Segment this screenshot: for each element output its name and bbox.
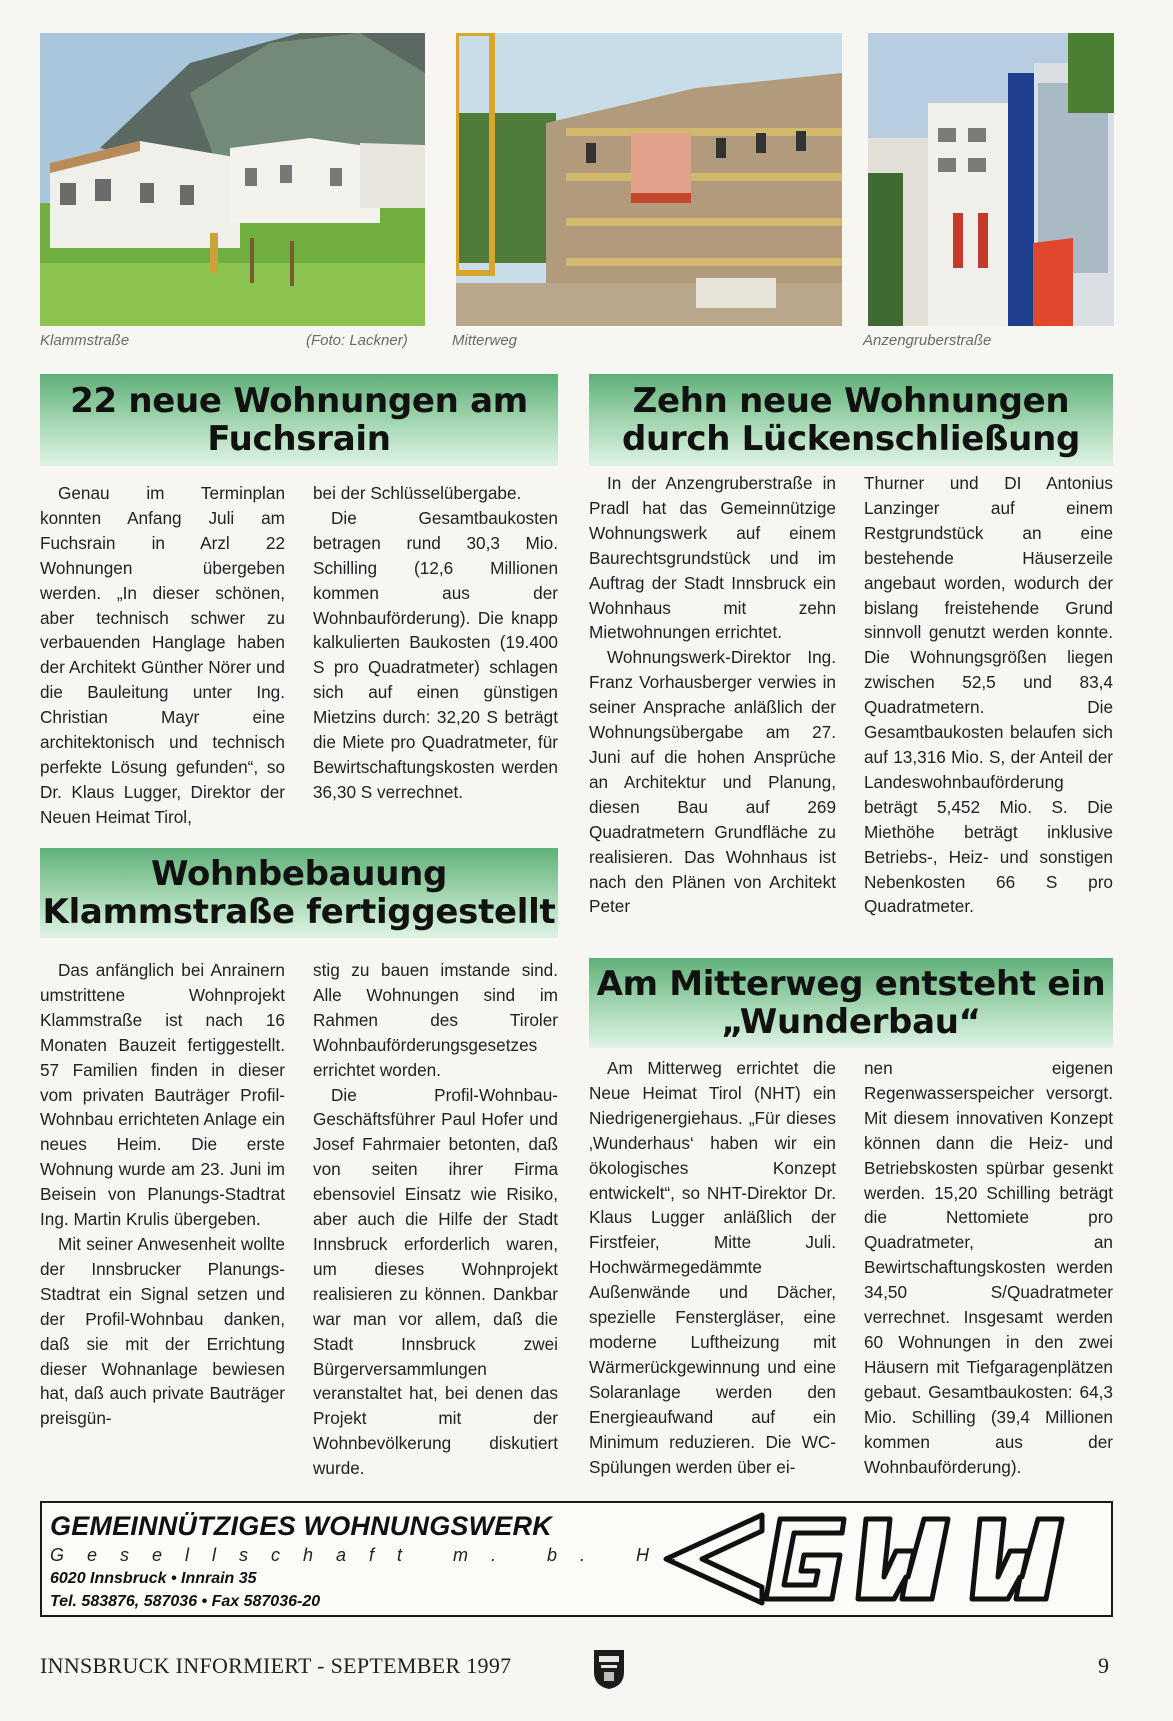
- article3-headline: [40, 848, 558, 938]
- article3-col2-paragraph: Die Profil-Wohnbau-Geschäftsführer Paul Hofer und Josef Fahrmaier betonten, daß von seiten ihrer Firma ebensoviel Einsatz wie Risiko, aber auch die Hilfe der Stadt Innsbruck erforderlich waren, um dieses Wohnprojekt realisieren zu können. Dankbar war man vor allem, daß die Stadt Innsbruck zwei Bürgerversammlungen veranstaltet hat, bei denen das Projekt mit der Wohnbevölkerung diskutiert wurde.: [313, 1084, 558, 1479]
- ad-address: 6020 Innsbruck • Innrain 35: [50, 1570, 257, 1587]
- article2-col1-paragraph: In der Anzengruberstraße in Pradl hat das Gemeinnützige Wohnungswerk auf einem Baurechtsgrundstück und im Auftrag der Stadt Innsbruck ein Wohnhaus mit zehn Mietwohnungen errichtet.: [589, 473, 836, 643]
- article4-title-line1: Am Mitterweg entsteht ein: [596, 963, 1106, 1004]
- article2-col1-paragraph: Wohnungswerk-Direktor Ing. Franz Vorhausberger verwies in seiner Ansprache anläßlich der Wohnungsübergabe am 27. Juni auf die hohen Ansprüche an Architektur und Planung, diesen Bau auf 269 Quadratmetern Grundfläche zu realisieren. Das Wohnhaus ist nach den Plänen von Architekt Peter: [589, 647, 836, 917]
- article3-title-line2: Klammstraße fertiggestellt: [42, 892, 556, 932]
- article2-title-line2: durch Lückenschließung: [621, 419, 1081, 459]
- caption-klammstrasse: Klammstraße: [40, 332, 130, 349]
- article4-headline: [589, 958, 1113, 1048]
- gww-advertisement: [40, 1501, 1113, 1617]
- article4-col1-paragraph: Am Mitterweg errichtet die Neue Heimat Tirol (NHT) ein Niedrigenergiehaus. „Für dieses ‚Wunderhaus‘ haben wir ein ökologisches Konzept entwickelt“, so NHT-Direktor Dr. Klaus Lugger anläßlich der Firstfeier, Mitte Juli. Hochwärmegedämmte Außenwände und Dächer, spezielle Fenstergläser, eine moderne Luftheizung mit Wärmerückgewinnung und eine Solaranlage werden den Energieaufwand auf ein Minimum reduzieren. Die WC-Spülungen werden über ei-: [589, 1058, 836, 1477]
- caption-anzengruberstrasse: Anzengruberstraße: [863, 332, 992, 349]
- caption-photo-credit: (Foto: Lackner): [306, 332, 408, 349]
- article2-title-line1: Zehn neue Wohnungen: [632, 380, 1070, 421]
- article4-col2-paragraph: nen eigenen Regenwasserspeicher versorgt. Mit diesem innovativen Konzept können dann die Heiz- und Betriebskosten spürbar gesenkt werden. 15,20 Schilling beträgt die Nettomiete pro Quadratmeter, an Bewirtschaftungskosten werden 34,50 S/Quadratmeter verrechnet. Insgesamt werden 60 Wohnungen in den zwei Häusern mit Tiefgaragenplätzen gebaut. Gesamtbaukosten: 64,3 Mio. Schilling (39,4 Millionen kommen aus der Wohnbauförderung).: [864, 1058, 1113, 1477]
- article1-column-2: [313, 481, 558, 805]
- article3-col1-paragraph: Das anfänglich bei Anrainern umstrittene Wohnprojekt Klammstraße ist nach 16 Monaten Bauzeit fertiggestellt. 57 Familien finden in dieser vom privaten Bauträger Profil-Wohnbau errichteten Anlage ein neues Heim. Die erste Wohnung wurde am 23. Juni im Beisein von Planungs-Stadtrat Ing. Martin Krulis übergeben.: [40, 960, 285, 1230]
- article3-column-1: [40, 958, 285, 1431]
- article4-column-1: [589, 1056, 836, 1479]
- ad-company-type: Gesellschaft m. b. H.: [50, 1545, 701, 1565]
- photo-mitterweg: [456, 33, 842, 326]
- article4-column-2: [864, 1056, 1113, 1479]
- article3-col1-paragraph: Mit seiner Anwesenheit wollte der Innsbrucker Planungs-Stadtrat ein Signal setzen und der Profil-Wohnbau danken, daß sie mit der Errichtung dieser Wohnanlage bewiesen hat, daß auch private Bauträger preisgün-: [40, 1233, 285, 1429]
- article1-col1-paragraph: Genau im Terminplan konnten Anfang Juli am Fuchsrain in Arzl 22 Wohnungen übergeben werden. „In dieser schönen, aber technisch schwer zu verbauenden Hanglage haben der Architekt Günther Nörer und die Bauleitung unter Ing. Christian Mayr eine architektonisch und technisch perfekte Lösung gefunden“, so Dr. Klaus Lugger, Direktor der Neuen Heimat Tirol,: [40, 483, 285, 827]
- article3-title-line1: Wohnbebauung: [150, 853, 448, 894]
- article2-column-1: [589, 471, 836, 919]
- article1-column-1: [40, 481, 285, 830]
- innsbruck-coat-of-arms-icon: [592, 1648, 626, 1690]
- article1-title-line2: Fuchsrain: [207, 419, 391, 459]
- article1-title-line1: 22 neue Wohnungen am: [70, 380, 528, 421]
- article4-title-line2: „Wunderbau“: [721, 1002, 981, 1042]
- publication-title: INNSBRUCK INFORMIERT - SEPTEMBER 1997: [40, 1653, 512, 1678]
- article1-headline: [40, 374, 558, 466]
- ad-phone: Tel. 583876, 587036 • Fax 587036-20: [50, 1593, 321, 1610]
- article2-column-2: [864, 471, 1113, 919]
- photo-klammstrasse: [40, 33, 425, 326]
- photo-anzengruberstrasse: [868, 33, 1114, 326]
- article1-col2-paragraph: Die Gesamtbaukosten betragen rund 30,3 Mio. Schilling (12,6 Millionen kommen aus der Wohnbauförderung). Die knapp kalkulierten Baukosten (19.400 S pro Quadratmeter) schlagen sich auf einen günstigen Mietzins durch: 32,20 S beträgt die Miete pro Quadratmeter, für Bewirtschaftungskosten werden 36,30 S verrechnet.: [313, 507, 558, 802]
- gww-logo: [662, 1511, 1107, 1607]
- gww-logo-lettering: [766, 1519, 1062, 1599]
- article2-col2-paragraph: Thurner und DI Antonius Lanzinger auf einem Restgrundstück an eine bestehende Häuserzeile angebaut worden, wodurch der bislang freistehende Grund sinnvoll genutzt werden konnte. Die Wohnungsgrößen liegen zwischen 52,5 und 83,4 Quadratmetern. Die Gesamtbaukosten belaufen sich auf 13,316 Mio. S, der Anteil der Landeswohnbauförderung beträgt 5,452 Mio. S. Die Miethöhe beträgt inklusive Betriebs-, Heiz- und sonstigen Nebenkosten 66 S pro Quadratmeter.: [864, 473, 1113, 917]
- page-number: 9: [1098, 1653, 1109, 1678]
- article2-headline: [589, 374, 1113, 466]
- gww-logo-arrow-icon: [666, 1515, 762, 1603]
- article3-column-2: [313, 958, 558, 1481]
- article1-col2-paragraph: bei der Schlüsselübergabe.: [313, 483, 522, 503]
- caption-mitterweg: Mitterweg: [452, 332, 518, 349]
- article3-col2-paragraph: stig zu bauen imstande sind. Alle Wohnungen sind im Rahmen des Tiroler Wohnbauförderungsgesetzes errichtet worden.: [313, 960, 558, 1080]
- ad-company-name: GEMEINNÜTZIGES WOHNUNGSWERK: [50, 1511, 552, 1541]
